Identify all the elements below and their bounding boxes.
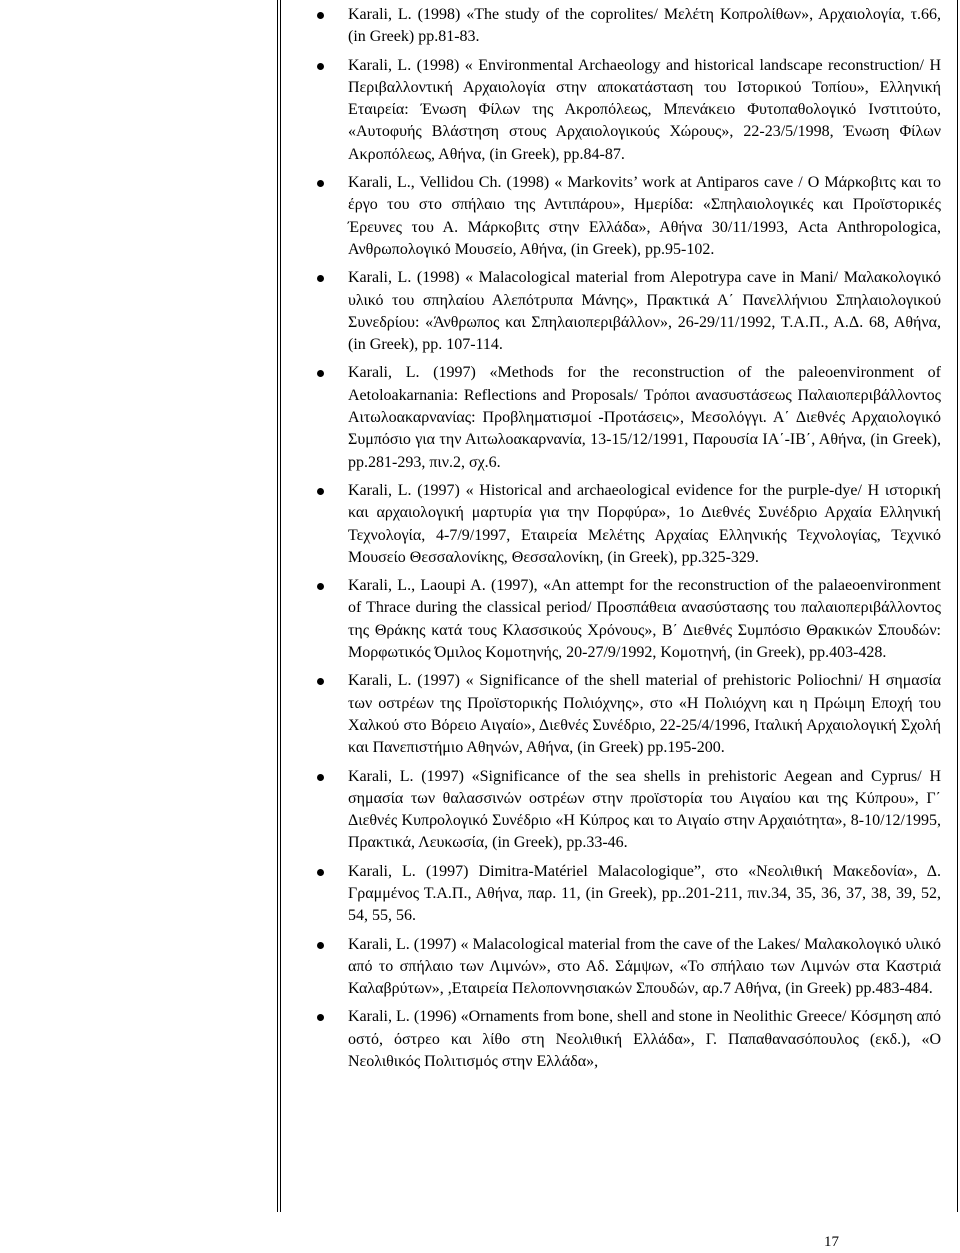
- reference-item: [296, 766, 941, 855]
- table-border-inner: [280, 0, 281, 1212]
- bullet-icon: [317, 583, 324, 590]
- table-border-right: [957, 0, 958, 1212]
- reference-item: [296, 172, 941, 261]
- reference-text: Karali, L., Vellidou Ch. (1998) « Markovits’ work at Antiparos cave / Ο Μάρκοβιτς και το έργο του στο σπήλαιο της Αντιπάρου», Ημερίδα: «Σπηλαιολογικές και Προϊστορικές Έρευνες του Α. Μάρκοβιτς στην Ελλάδα», Αθήνα 30/11/1993, Acta Anthropologica, Ανθρωπολογικό Μουσείο, Αθήνα, (in Greek), pp.95-102.: [348, 174, 941, 258]
- reference-text: Karali, L. (1997) «Methods for the reconstruction of the paleoenvironment of Aetoloakarnania: Reflections and Proposals/ Τρόποι ανασυστάσεως Παλαιοπεριβάλλοντος Αιτωλοακαρνανίας: Προβληματισμοί -Προτάσεις», Μεσολόγγι. Α΄ Διεθνές Αρχαιολογικό Συμπόσιο για την Αιτωλοακαρνανία, 13-15/12/1991, Παρουσία ΙΑ΄-ΙΒ΄, Αθήνα, (in Greek), pp.281-293, πιν.2, σχ.6.: [348, 364, 941, 471]
- reference-item: [296, 267, 941, 356]
- reference-item: [296, 1006, 941, 1073]
- reference-list-container: [296, 4, 941, 1079]
- reference-item: [296, 670, 941, 759]
- reference-text: Karali, L. (1996) «Ornaments from bone, shell and stone in Neolithic Greece/ Κόσμηση από οστό, όστρεο και λίθο στη Νεολιθική Ελλάδα», Γ. Παπαθανασόπουλος (εκδ.), «Ο Νεολιθικός Πολιτισμός στην Ελλάδα»,: [348, 1008, 941, 1071]
- bullet-icon: [317, 180, 324, 187]
- bullet-icon: [317, 370, 324, 377]
- reference-item: [296, 861, 941, 928]
- bullet-icon: [317, 774, 324, 781]
- reference-item: [296, 55, 941, 166]
- reference-item: [296, 362, 941, 473]
- bullet-icon: [317, 1014, 324, 1021]
- reference-text: Karali, L., Laoupi A. (1997), «An attempt for the reconstruction of the palaeoenvironment of Thrace during the classical period/ Προσπάθεια ανασύστασης του παλαιοπεριβάλλοντος της Θράκης κατά τους Κλασσικούς Χρόνους», Β΄ Διεθνές Συμπόσιο Θρακικών Σπουδών: Μορφωτικός Όμιλος Κομοτηνής, 20-27/9/1992, Κομοτηνή, (in Greek), pp.403-428.: [348, 577, 941, 662]
- reference-text: Karali, L. (1998) «The study of the coprolites/ Μελέτη Κοπρολίθων», Αρχαιολογία, τ.66, (in Greek) pp.81-83.: [348, 6, 941, 46]
- reference-text: Karali, L. (1997) « Historical and archaeological evidence for the purple-dye/ Η ιστορική και αρχαιολογική μαρτυρία για την Πορφύρα», 1ο Διεθνές Συνέδριο Αρχαία Ελληνική Τεχνολογία, 4-7/9/1997, Εταιρεία Μελέτης Αρχαίας Ελληνικής Τεχνολογίας, Τεχνικό Μουσείο Θεσσαλονίκης, Θεσσαλονίκη, (in Greek), pp.325-329.: [348, 481, 941, 566]
- table-border-left: [277, 0, 278, 1212]
- bullet-icon: [317, 942, 324, 949]
- bullet-icon: [317, 678, 324, 685]
- reference-list: [296, 4, 941, 1073]
- reference-text: Karali, L. (1997) «Significance of the sea shells in prehistoric Aegean and Cyprus/ Η σημασία των θαλασσινών οστρέων στην προϊστορία του Αιγαίου και της Κύπρου», Γ΄ Διεθνές Κυπρολογικό Συνέδριο «Η Κύπρος και το Αιγαίο στην Αρχαιότητα», 8-10/12/1995, Πρακτικά, Λευκωσία, (in Greek), pp.33-46.: [348, 767, 941, 852]
- page-number: 17: [824, 1234, 839, 1250]
- reference-item: [296, 480, 941, 569]
- bullet-icon: [317, 12, 324, 19]
- bullet-icon: [317, 488, 324, 495]
- reference-item: [296, 575, 941, 664]
- reference-text: Karali, L. (1997) Dimitra-Matériel Malacologique”, στο «Νεολιθική Μακεδονία», Δ. Γραμμένος Τ.Α.Π., Αθήνα, παρ. 11, (in Greek), pp..201-211, πιν.34, 35, 36, 37, 38, 39, 52, 54, 55, 56.: [348, 862, 941, 925]
- reference-item: [296, 4, 941, 49]
- bullet-icon: [317, 869, 324, 876]
- reference-item: [296, 934, 941, 1001]
- reference-text: Karali, L. (1997) « Malacological material from the cave of the Lakes/ Μαλακολογικό υλικό από το σπήλαιο των Λιμνών», στο Αδ. Σάμψων, «Το σπήλαιο των Λιμνών στα Καστριά Καλαβρύτων», ,Εταιρεία Πελοποννησιακών Σπουδών, αρ.7 Αθήνα, (in Greek) pp.483-484.: [348, 935, 941, 998]
- bullet-icon: [317, 275, 324, 282]
- reference-text: Karali, L. (1998) « Malacological material from Alepotrypa cave in Mani/ Μαλακολογικό υλικό του σπηλαίου Αλεπότρυπα Μάνης», Πρακτικά Α΄ Πανελλήνιου Σπηλαιολογικού Συνεδρίου: «Άνθρωπος και Σπηλαιοπεριβάλλον», 26-29/11/1992, Τ.Α.Π., Α.Δ. 68, Αθήνα, (in Greek), pp. 107-114.: [348, 269, 941, 354]
- reference-text: Karali, L. (1997) « Significance of the shell material of prehistoric Poliochni/ Η σημασία των οστρέων της Προϊστορικής Πολιόχνης», στο «Η Πολιόχνη και η Πρώιμη Εποχή του Χαλκού στο Βόρειο Αιγαίο», Διεθνές Συνέδριο, 22-25/4/1996, Ιταλική Αρχαιολογική Σχολή και Πανεπιστήμιο Αθηνών, Αθήνα, (in Greek) pp.195-200.: [348, 672, 941, 757]
- reference-text: Karali, L. (1998) « Environmental Archaeology and historical landscape reconstruction/ Η Περιβαλλοντική Αρχαιολογία στην αποκατάσταση του Ιστορικού Τοπίου», Ελληνική Εταιρεία: Ένωση Φίλων της Ακροπόλεως, Μπενάκειο Φυτοπαθολογικό Ινστιτούτο, «Αυτοφυής Βλάστηση στους Αρχαιολογικούς Χώρους», 22-23/5/1998, Ένωση Φίλων Ακροπόλεως, Αθήνα, (in Greek), pp.84-87.: [348, 56, 941, 163]
- bullet-icon: [317, 63, 324, 70]
